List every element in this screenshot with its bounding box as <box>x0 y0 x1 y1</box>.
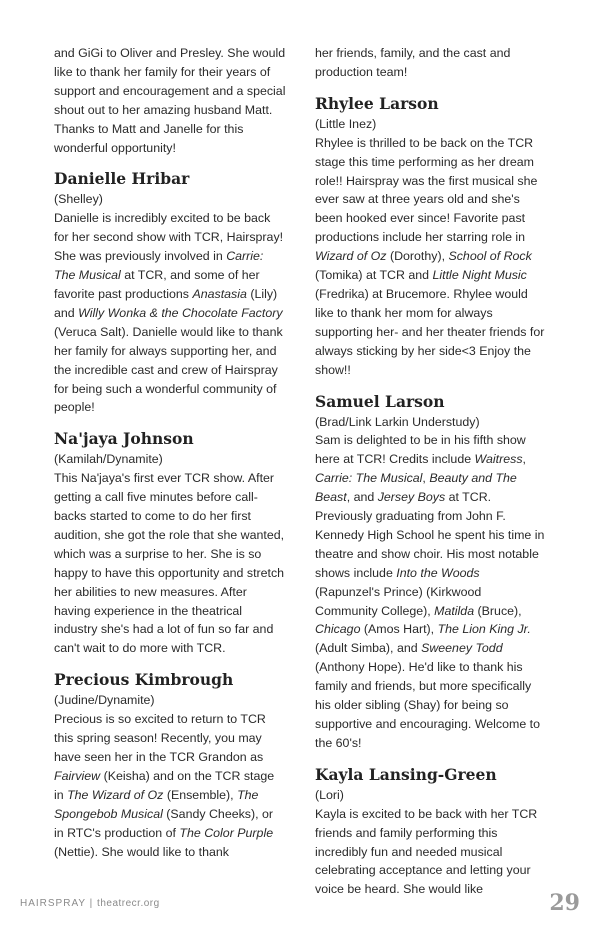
show-title: HAIRSPRAY <box>20 898 86 909</box>
footer-separator: | <box>89 898 94 909</box>
bio-continuation: her friends, family, and the cast and production team! <box>315 46 511 79</box>
bio-text: (Veruca Salt). Danielle would like to thank her family for always supporting her, and the incredible cast and crew of Hairspray for being such a wonderful community of people! <box>54 324 283 415</box>
bio-najaya-johnson <box>54 428 286 658</box>
bio-text: (Keisha) and on the TCR stage in <box>54 768 275 802</box>
production-title: Sweeney Todd <box>421 641 503 656</box>
bio-text: at TCR. Previously graduating from John F. Kennedy High School he spent his time in theatre and show choir. His most notable shows include <box>315 490 545 580</box>
bio-continuation: and GiGi to Oliver and Presley. She would like to thank her family for their years of support and encouragement and a special shout out to her amazing husband Matt. Thanks to Matt and Janelle for this wonderful opportunity! <box>54 46 286 155</box>
bio-text: Danielle is incredibly excited to be back for her second show with TCR, Hairspray! She was previously involved in <box>54 211 284 264</box>
right-column <box>315 44 547 899</box>
left-column <box>54 44 286 861</box>
bio-text: (Amos Hart), <box>360 622 438 637</box>
bio-text: Sam is delighted to be in his fifth show here at TCR! Credits include <box>315 433 526 467</box>
production-title: Beauty and The Beast <box>315 471 517 505</box>
bio-text: , and <box>346 490 378 505</box>
cast-role: (Kamilah/Dynamite) <box>54 452 163 467</box>
cast-name: Danielle Hribar <box>54 169 190 189</box>
cast-name: Samuel Larson <box>315 391 445 411</box>
bio-text: Kayla is excited to be back with her TCR friends and family performing this incredibly fun and needed musical celebrating acceptance and letting your voice be heard. She would like <box>315 806 538 897</box>
production-title: The Color Purple <box>179 825 274 840</box>
page-footer <box>20 898 160 909</box>
bio-text: (Nettie). She would like to thank <box>54 844 229 859</box>
bio-text: (Fredrika) at Brucemore. Rhylee would like to thank her mom for always supporting her- and her theater friends for always sticking by her side<3 Enjoy the show!! <box>315 286 545 377</box>
production-title: School of Rock <box>448 249 532 264</box>
bio-text: at TCR, and some of her favorite past productions <box>54 268 260 301</box>
bio-text: (Lily) and <box>54 286 278 320</box>
production-title: Wizard of Oz <box>315 249 387 264</box>
bio-precious-kimbrough <box>54 669 286 861</box>
cast-role: (Shelley) <box>54 192 103 207</box>
production-title: Chicago <box>315 622 361 637</box>
bio-danielle-hribar <box>54 168 286 417</box>
production-title: Carrie: The Musical <box>315 471 423 486</box>
bio-text: (Ensemble), <box>163 787 238 802</box>
bio-text: This Na'jaya's first ever TCR show. After getting a call five minutes before call-backs started to come to do her first audition, she got the role that she wanted, which was a surprise to her. She is so happy to have this opportunity and stretch her abilities to new measures. After having experience in the theatrical industry she's had a lot of fun so far and can't wait to do more with TCR. <box>54 471 285 656</box>
bio-kayla-lansing-green <box>315 764 547 899</box>
cast-name: Na'jaya Johnson <box>54 429 194 449</box>
production-title: Into the Woods <box>396 565 480 580</box>
page-number: 29 <box>549 890 580 916</box>
cast-role: (Lori) <box>315 787 344 802</box>
bio-text: (Anthony Hope). He'd like to thank his family and friends, but more specifically his older sibling (Shay) for being so supportive and encouraging. Welcome to the 60's! <box>315 660 541 750</box>
cast-role: (Brad/Link Larkin Understudy) <box>315 414 480 429</box>
production-title: Matilda <box>434 603 475 618</box>
production-title: Little Night Music <box>432 268 527 283</box>
bio-text: Precious is so excited to return to TCR this spring season! Recently, you may have seen her in the TCR Grandon as <box>54 712 266 764</box>
production-title: Anastasia <box>192 286 247 301</box>
production-title: Waitress <box>474 452 523 467</box>
bio-text: (Tomika) at TCR and <box>315 268 433 283</box>
bio-text: (Sandy Cheeks), or in RTC's production of <box>54 806 274 840</box>
bio-text: (Dorothy), <box>386 249 449 264</box>
cast-role: (Little Inez) <box>315 116 377 131</box>
bio-text: , <box>522 452 526 467</box>
cast-name: Kayla Lansing-Green <box>315 764 497 784</box>
production-title: Jersey Boys <box>377 490 446 505</box>
production-title: The Spongebob Musical <box>54 787 259 821</box>
website-link[interactable]: theatrecr.org <box>97 898 160 909</box>
production-title: Fairview <box>54 768 101 783</box>
bio-text: (Adult Simba), and <box>315 641 422 656</box>
cast-name: Precious Kimbrough <box>54 670 234 690</box>
cast-name: Rhylee Larson <box>315 93 439 113</box>
production-title: Willy Wonka & the Chocolate Factory <box>78 305 283 320</box>
production-title: The Wizard of Oz <box>67 787 164 802</box>
cast-role: (Judine/Dynamite) <box>54 693 155 708</box>
bio-rhylee-larson <box>315 93 547 380</box>
production-title: The Lion King Jr. <box>437 622 531 637</box>
bio-text: (Rapunzel's Prince) (Kirkwood Community College), <box>315 584 482 618</box>
bio-samuel-larson <box>315 391 547 753</box>
production-title: Carrie: The Musical <box>54 249 264 283</box>
bio-text: Rhylee is thrilled to be back on the TCR stage this time performing as her dream role!! Hairspray was the first musical she ever saw at three years old and she's been hooked ever since! Favorite past productions include her starring role in <box>315 135 538 245</box>
bio-text: (Bruce), <box>474 603 522 618</box>
bio-text: , <box>422 471 430 486</box>
